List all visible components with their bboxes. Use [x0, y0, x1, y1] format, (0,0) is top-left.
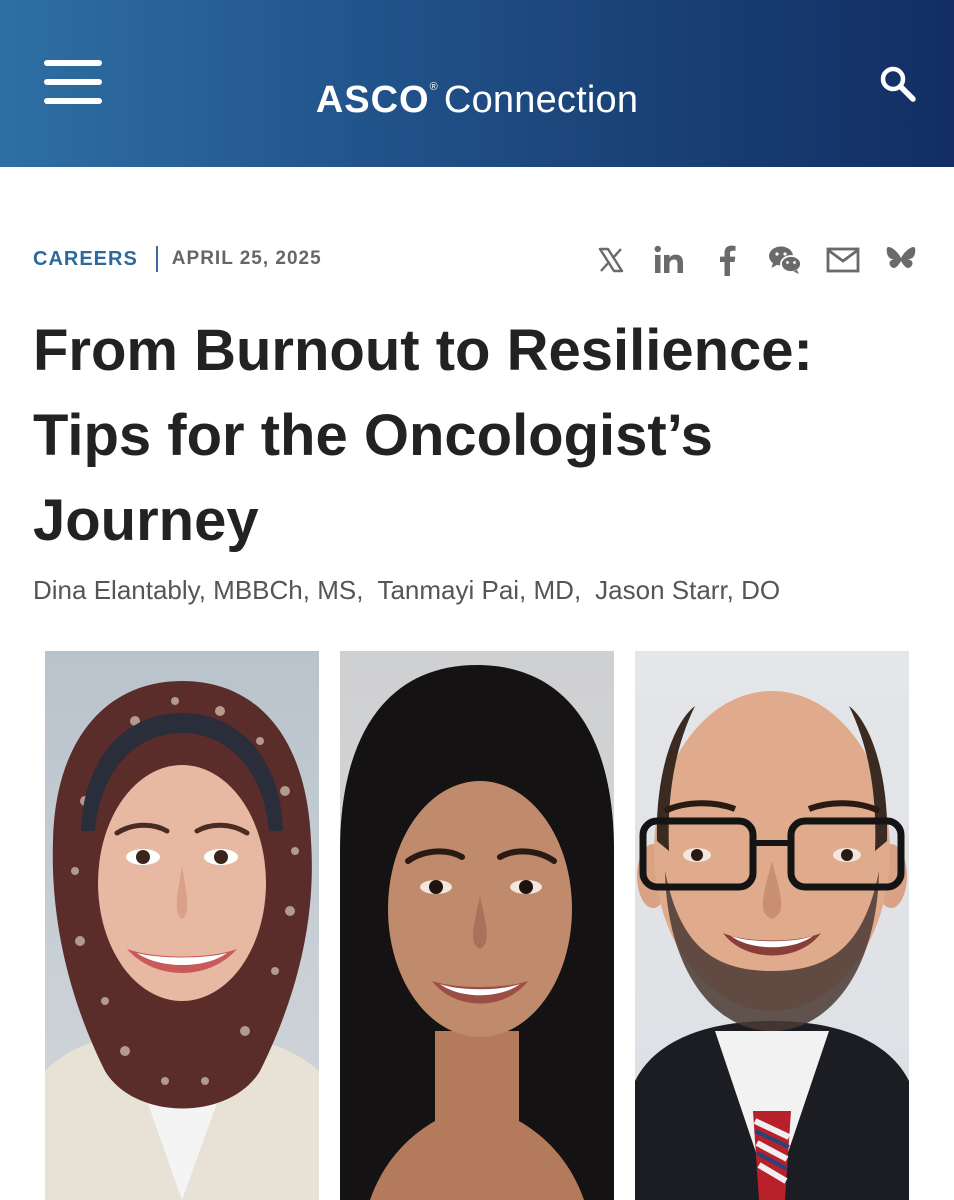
- author-name: Dina Elantably, MBBCh, MS: [33, 575, 357, 605]
- logo-connection: Connection: [443, 79, 639, 121]
- author-photo: [45, 651, 319, 1200]
- author-name: Tanmayi Pai, MD: [377, 575, 574, 605]
- article-title: From Burnout to Resilience: Tips for the Oncologist’s Journey: [33, 318, 813, 553]
- author-list: [33, 575, 780, 606]
- facebook-icon[interactable]: [698, 240, 756, 280]
- meta-divider: [156, 246, 158, 272]
- author-separator: ,: [356, 575, 364, 605]
- site-logo[interactable]: [0, 64, 954, 123]
- search-icon[interactable]: [878, 64, 918, 104]
- author-separator: ,: [573, 575, 582, 605]
- logo-registered-mark: ®: [429, 81, 438, 93]
- bluesky-icon[interactable]: [872, 240, 930, 280]
- author-link[interactable]: [595, 575, 780, 606]
- author-photo: [635, 651, 909, 1200]
- linkedin-icon[interactable]: [640, 240, 698, 280]
- logo-asco: ASCO: [315, 79, 430, 121]
- email-icon[interactable]: [814, 240, 872, 280]
- x-icon[interactable]: [582, 240, 640, 280]
- wechat-icon[interactable]: [756, 240, 814, 280]
- author-name: Jason Starr, DO: [595, 575, 781, 605]
- publish-date: APRIL 25, 2025: [171, 248, 322, 269]
- category-link[interactable]: CAREERS: [33, 247, 138, 270]
- article-meta: [33, 244, 322, 274]
- site-header: [0, 0, 954, 167]
- author-link[interactable]: [33, 575, 377, 606]
- author-photo: [340, 651, 614, 1200]
- author-link[interactable]: [377, 575, 595, 606]
- share-bar: [582, 240, 930, 280]
